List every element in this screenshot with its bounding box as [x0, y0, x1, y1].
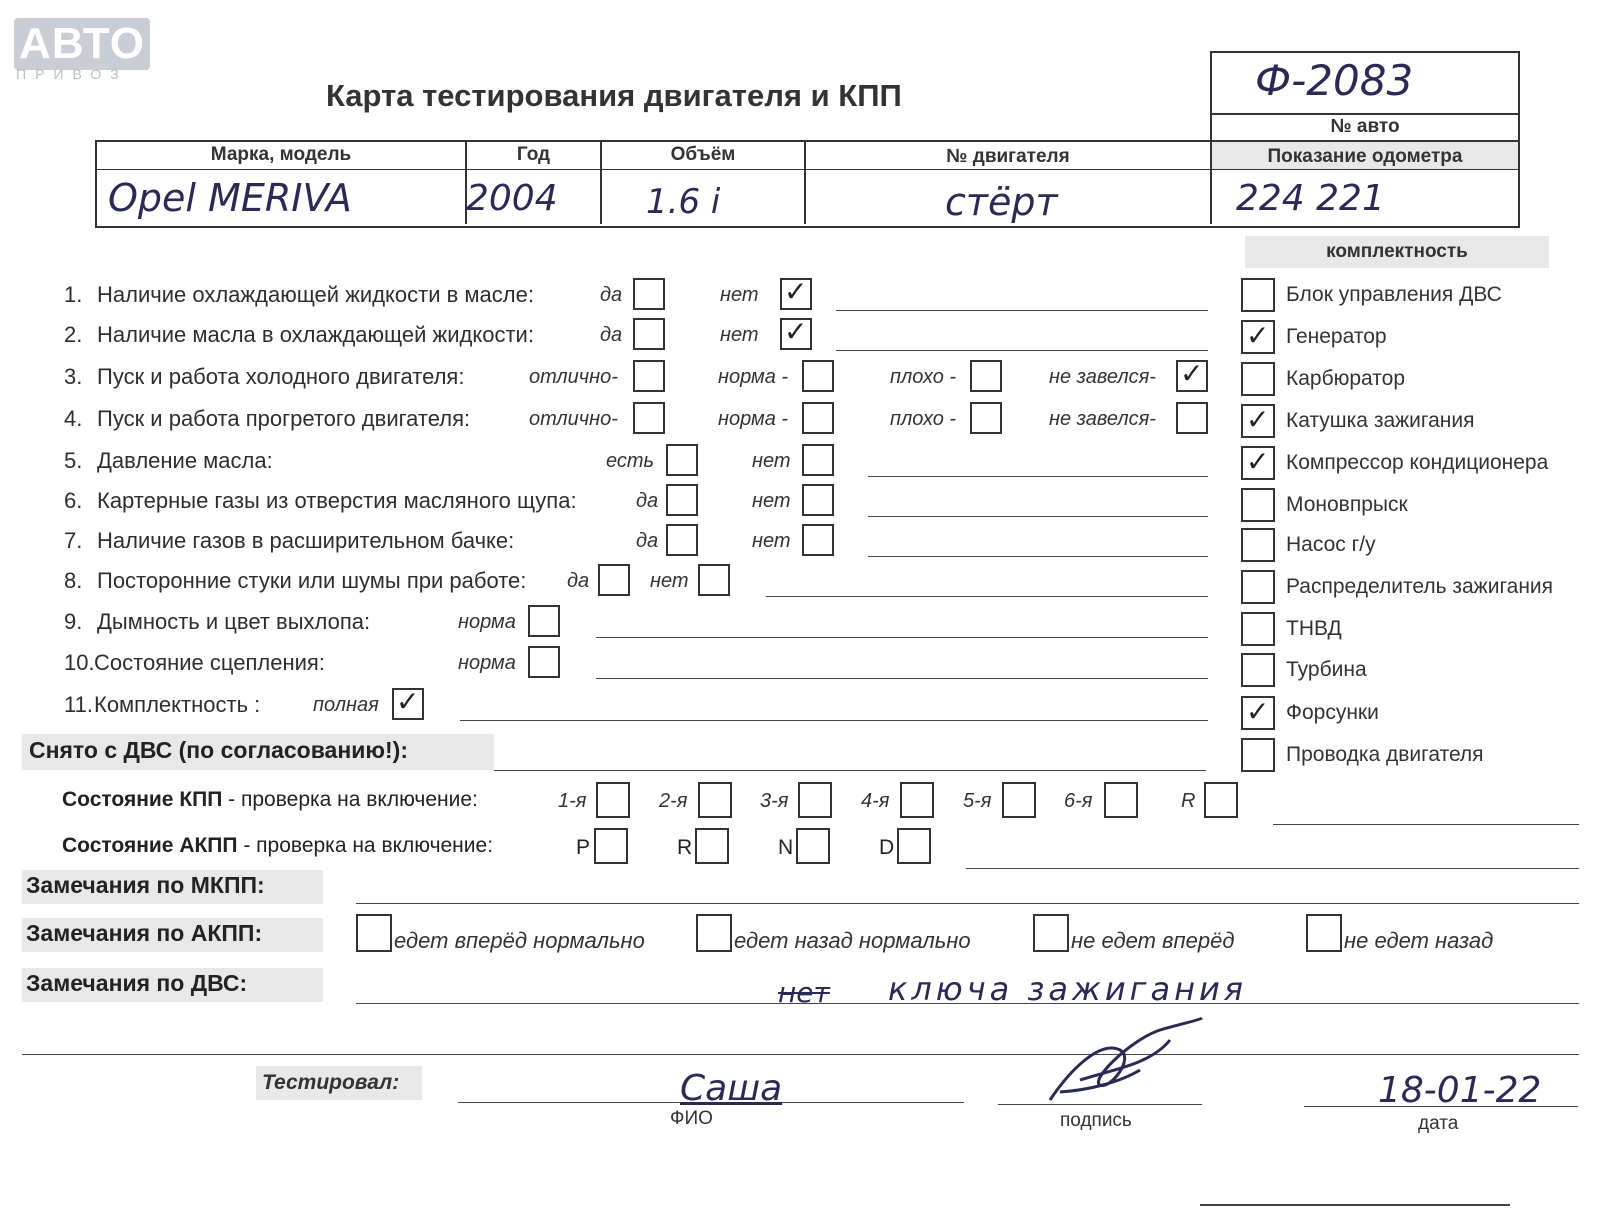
question-number: 9.: [64, 609, 83, 634]
gear-label: 5-я: [963, 790, 992, 812]
kit-checkbox[interactable]: [1241, 362, 1275, 396]
option-label: да: [636, 530, 659, 552]
question-number: 5.: [64, 448, 83, 473]
mode-label: R: [677, 836, 693, 859]
check-mark-icon: ✓: [396, 685, 420, 718]
question-number: 10.: [64, 650, 95, 675]
option-checkbox[interactable]: [802, 360, 834, 392]
brand-header: Марка, модель: [210, 144, 352, 165]
kit-item-label: Распределитель зажигания: [1286, 575, 1554, 598]
check-mark-icon: ✓: [1246, 695, 1270, 728]
kit-item-label: Форсунки: [1286, 701, 1379, 724]
question-number: 6.: [64, 488, 83, 513]
year-value: 2004: [466, 178, 558, 219]
kit-item-label: Проводка двигателя: [1286, 743, 1484, 766]
sign-label: подпись: [1060, 1110, 1132, 1131]
option-checkbox[interactable]: [1176, 402, 1208, 434]
option-label: отлично-: [529, 408, 618, 430]
akpp-remark-checkbox[interactable]: [696, 914, 732, 952]
option-checkbox[interactable]: [698, 564, 730, 596]
gear-checkbox[interactable]: [798, 782, 832, 818]
date-label: дата: [1418, 1113, 1459, 1134]
akpp-remark-label: едет вперёд нормально: [394, 928, 645, 953]
kit-checkbox[interactable]: [1241, 320, 1275, 354]
option-label: нет: [752, 450, 791, 472]
gear-label: R: [1181, 790, 1196, 812]
akpp-remark-checkbox[interactable]: [356, 914, 392, 952]
option-checkbox[interactable]: [666, 444, 698, 476]
gear-label: 4-я: [861, 790, 890, 812]
remarks-dvs-struck-word: нет: [778, 976, 830, 1009]
logo-subtitle: ПРИВОЗ: [16, 66, 128, 82]
question-text: Состояние сцепления:: [94, 650, 325, 675]
answer-line: [868, 476, 1208, 477]
option-checkbox[interactable]: [633, 278, 665, 310]
option-label: да: [600, 324, 623, 346]
akpp-remark-label: не едет назад: [1344, 928, 1494, 953]
akpp-remark-checkbox[interactable]: [1033, 914, 1069, 952]
option-checkbox[interactable]: [392, 685, 424, 720]
option-checkbox[interactable]: [802, 444, 834, 476]
question-text: Пуск и работа холодного двигателя:: [97, 364, 465, 389]
check-mark-icon: ✓: [1246, 403, 1270, 436]
mode-checkbox[interactable]: [897, 828, 931, 864]
option-checkbox[interactable]: [633, 318, 665, 350]
option-label: нет: [720, 284, 759, 306]
option-label: не завелся-: [1049, 366, 1156, 388]
gear-label: 1-я: [558, 790, 587, 812]
check-mark-icon: ✓: [784, 315, 808, 348]
option-label: норма -: [718, 408, 789, 430]
option-label: нет: [650, 570, 689, 592]
info-table-row-divider: [95, 169, 1518, 170]
tested-label: Тестировал:: [262, 1071, 400, 1094]
kpp-line: [1273, 824, 1579, 825]
akpp-remark-checkbox[interactable]: [1306, 914, 1342, 952]
question-number: 11.: [64, 692, 93, 717]
question-text: Посторонние стуки или шумы при работе:: [97, 568, 527, 593]
answer-line: [596, 678, 1208, 679]
option-label: плохо -: [890, 408, 957, 430]
kit-item-label: Карбюратор: [1286, 367, 1406, 390]
kit-checkbox[interactable]: [1241, 488, 1275, 522]
kit-item-label: Моновпрыск: [1286, 493, 1408, 516]
question-number: 8.: [64, 568, 83, 593]
option-label: есть: [606, 450, 655, 472]
date-value: 18-01-22: [1378, 1070, 1542, 1111]
kit-item-label: Компрессор кондиционера: [1286, 451, 1549, 474]
engine-no-header: № двигателя: [946, 146, 1070, 167]
check-mark-icon: ✓: [784, 275, 808, 308]
gear-checkbox[interactable]: [1002, 782, 1036, 818]
option-label: отлично-: [529, 366, 618, 388]
check-mark-icon: ✓: [1246, 445, 1270, 478]
option-checkbox[interactable]: [633, 360, 665, 392]
question-text: Комплектность :: [94, 692, 261, 717]
kit-checkbox[interactable]: [1241, 653, 1275, 687]
mode-label: P: [576, 836, 591, 859]
removed-label: Снято с ДВС (по согласованию!):: [29, 737, 408, 763]
option-checkbox[interactable]: [802, 524, 834, 556]
question-text: Наличие масла в охлаждающей жидкости:: [97, 322, 534, 347]
auto-no-label: № авто: [1330, 116, 1400, 137]
option-checkbox[interactable]: [780, 315, 812, 350]
kit-checkbox[interactable]: [1241, 404, 1275, 438]
mode-label: N: [778, 836, 794, 859]
option-checkbox[interactable]: [970, 360, 1002, 392]
kit-checkbox[interactable]: [1241, 278, 1275, 312]
akpp-label: [62, 834, 493, 858]
option-checkbox[interactable]: [666, 484, 698, 516]
kit-checkbox[interactable]: [1241, 612, 1275, 646]
option-label: нет: [720, 324, 759, 346]
option-checkbox[interactable]: [598, 564, 630, 596]
kit-item-label: Катушка зажигания: [1286, 409, 1475, 432]
remarks-extra-line: [22, 1054, 1579, 1055]
page-title: Карта тестирования двигателя и КПП: [326, 78, 902, 113]
kpp-label-bold: Состояние КПП: [62, 788, 223, 811]
gear-checkbox[interactable]: [1104, 782, 1138, 818]
question-number: 2.: [64, 322, 83, 347]
fio-value: Саша: [680, 1068, 783, 1109]
kit-checkbox[interactable]: [1241, 738, 1275, 772]
option-checkbox[interactable]: [802, 484, 834, 516]
check-mark-icon: ✓: [1246, 319, 1270, 352]
kit-item-label: Блок управления ДВС: [1286, 283, 1502, 306]
option-checkbox[interactable]: [802, 402, 834, 434]
kit-title: комплектность: [1326, 241, 1468, 262]
option-label: норма: [458, 611, 516, 633]
volume-header: Объём: [670, 144, 736, 165]
gear-label: 3-я: [760, 790, 789, 812]
remarks-dvs-label: Замечания по ДВС:: [26, 970, 248, 996]
question-text: Наличие охлаждающей жидкости в масле:: [97, 282, 534, 307]
removed-line: [494, 770, 1206, 771]
option-checkbox[interactable]: [970, 402, 1002, 434]
option-checkbox[interactable]: [666, 524, 698, 556]
logo: АВТО: [14, 18, 150, 70]
mode-checkbox[interactable]: [796, 828, 830, 864]
akpp-line: [966, 868, 1579, 869]
remarks-mkpp-label: Замечания по МКПП:: [26, 872, 265, 898]
brand-value: Opel MERIVA: [108, 176, 352, 220]
question-number: 1.: [64, 282, 83, 307]
kit-item-label: Генератор: [1286, 325, 1387, 348]
answer-line: [868, 516, 1208, 517]
volume-value: 1.6 i: [646, 182, 721, 222]
kit-checkbox[interactable]: [1241, 570, 1275, 604]
answer-line: [836, 310, 1208, 311]
remarks-mkpp-line: [356, 903, 1579, 904]
bottom-edge-line: [1200, 1204, 1510, 1206]
kit-item-label: ТНВД: [1286, 617, 1342, 640]
mode-label: D: [879, 836, 895, 859]
option-checkbox[interactable]: [1176, 357, 1208, 392]
option-label: нет: [752, 490, 791, 512]
kpp-label: [62, 788, 478, 812]
option-label: полная: [313, 694, 379, 716]
stamp-number: Ф-2083: [1255, 56, 1414, 105]
signature-scribble: [1040, 1010, 1210, 1110]
option-label: да: [636, 490, 659, 512]
odometer-value: 224 221: [1236, 178, 1385, 219]
gear-checkbox[interactable]: [1204, 782, 1238, 818]
question-number: 7.: [64, 528, 83, 553]
year-header: Год: [516, 144, 551, 165]
akpp-label-bold: Состояние АКПП: [62, 834, 238, 857]
akpp-remark-label: едет назад нормально: [734, 928, 971, 953]
option-checkbox[interactable]: [528, 605, 560, 637]
option-label: нет: [752, 530, 791, 552]
mode-checkbox[interactable]: [594, 828, 628, 864]
question-number: 3.: [64, 364, 83, 389]
gear-checkbox[interactable]: [596, 782, 630, 818]
odometer-header: Показание одометра: [1267, 146, 1463, 167]
option-label: плохо -: [890, 366, 957, 388]
answer-line: [868, 556, 1208, 557]
option-label: да: [567, 570, 590, 592]
fio-label: ФИО: [670, 1108, 713, 1129]
kit-checkbox[interactable]: [1241, 528, 1275, 562]
question-text: Давление масла:: [97, 448, 273, 473]
question-text: Картерные газы из отверстия масляного щупа:: [97, 488, 577, 513]
answer-line: [836, 350, 1208, 351]
option-label: норма: [458, 652, 516, 674]
answer-line: [766, 596, 1208, 597]
question-text: Наличие газов в расширительном бачке:: [97, 528, 515, 553]
option-checkbox[interactable]: [633, 402, 665, 434]
akpp-label-rest: - проверка на включение:: [237, 834, 494, 857]
kpp-label-rest: - проверка на включение:: [222, 788, 478, 811]
remarks-dvs-note: ключа зажигания: [888, 970, 1248, 1008]
answer-line: [460, 720, 1208, 721]
gear-label: 6-я: [1064, 790, 1093, 812]
remarks-akpp-label: Замечания по АКПП:: [26, 920, 263, 946]
question-text: Дымность и цвет выхлопа:: [97, 609, 371, 634]
kit-checkbox[interactable]: [1241, 446, 1275, 480]
engine-no-value: стёрт: [945, 180, 1058, 224]
kit-item-label: Насос г/у: [1286, 533, 1376, 556]
question-number: 4.: [64, 406, 83, 431]
gear-checkbox[interactable]: [900, 782, 934, 818]
akpp-remark-label: не едет вперёд: [1071, 928, 1235, 953]
gear-label: 2-я: [659, 790, 688, 812]
answer-line: [596, 637, 1208, 638]
option-label: да: [600, 284, 623, 306]
kit-checkbox[interactable]: [1241, 696, 1275, 730]
question-text: Пуск и работа прогретого двигателя:: [97, 406, 471, 431]
gear-checkbox[interactable]: [698, 782, 732, 818]
option-checkbox[interactable]: [780, 275, 812, 310]
check-mark-icon: ✓: [1180, 357, 1204, 390]
option-checkbox[interactable]: [528, 646, 560, 678]
mode-checkbox[interactable]: [695, 828, 729, 864]
option-label: не завелся-: [1049, 408, 1156, 430]
kit-item-label: Турбина: [1286, 658, 1367, 681]
option-label: норма -: [718, 366, 789, 388]
